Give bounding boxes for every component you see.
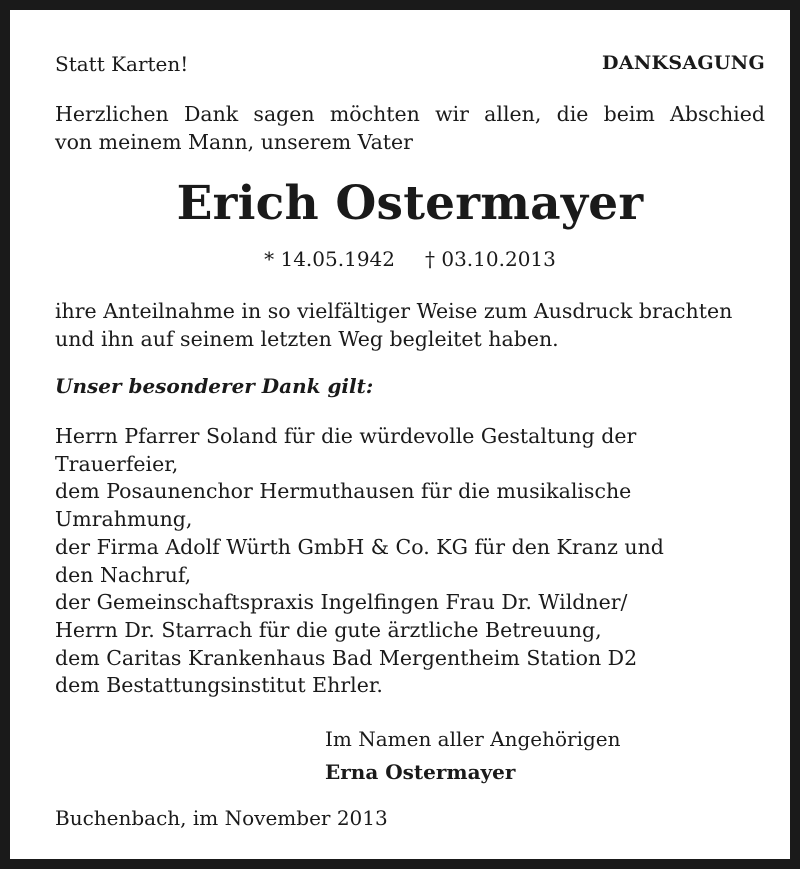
thanks-list xyxy=(55,423,765,700)
body-paragraph xyxy=(55,297,765,353)
thanks-line: dem Caritas Krankenhaus Bad Mergentheim Station D2 xyxy=(55,645,638,670)
thanks-line: Umrahmung, xyxy=(55,507,193,532)
place-and-date: Buchenbach, im November 2013 xyxy=(55,806,388,830)
thanks-heading: Unser besonderer Dank gilt: xyxy=(55,374,374,398)
intro-paragraph xyxy=(55,100,765,156)
body-line-1: ihre Anteilnahme in so vielfältiger Weise zum Ausdruck brachten xyxy=(55,299,733,323)
thanks-line: Herrn Pfarrer Soland für die würdevolle Gestaltung der xyxy=(55,424,637,448)
header-statt-karten: Statt Karten! xyxy=(55,52,189,76)
life-dates xyxy=(55,247,765,271)
signature-block xyxy=(325,723,621,789)
thanks-line: Herrn Dr. Starrach für die gute ärztliche Betreuung, xyxy=(55,617,602,642)
header-danksagung: DANKSAGUNG xyxy=(602,52,765,74)
thanks-line: Trauerfeier, xyxy=(55,451,179,476)
thanks-line: der Gemeinschaftspraxis Ingelfingen Frau Dr. Wildner/ xyxy=(55,590,628,615)
death-date: † 03.10.2013 xyxy=(425,247,556,271)
intro-line-2: von meinem Mann, unserem Vater xyxy=(55,130,413,154)
birth-date: * 14.05.1942 xyxy=(264,247,395,271)
intro-line-1: Herzlichen Dank sagen möchten wir allen, die beim Abschied xyxy=(55,102,765,126)
signature-name: Erna Ostermayer xyxy=(325,760,516,784)
signature-closing: Im Namen aller Angehörigen xyxy=(325,727,621,751)
thanks-line: der Firma Adolf Würth GmbH & Co. KG für den Kranz und xyxy=(55,534,664,559)
thanks-line: dem Bestattungsinstitut Ehrler. xyxy=(55,673,383,698)
thanks-line: den Nachruf, xyxy=(55,562,192,587)
deceased-name: Erich Ostermayer xyxy=(176,176,644,231)
thanks-line: dem Posaunenchor Hermuthausen für die musikalische xyxy=(55,479,632,504)
body-line-2: und ihn auf seinem letzten Weg begleitet haben. xyxy=(55,327,559,351)
